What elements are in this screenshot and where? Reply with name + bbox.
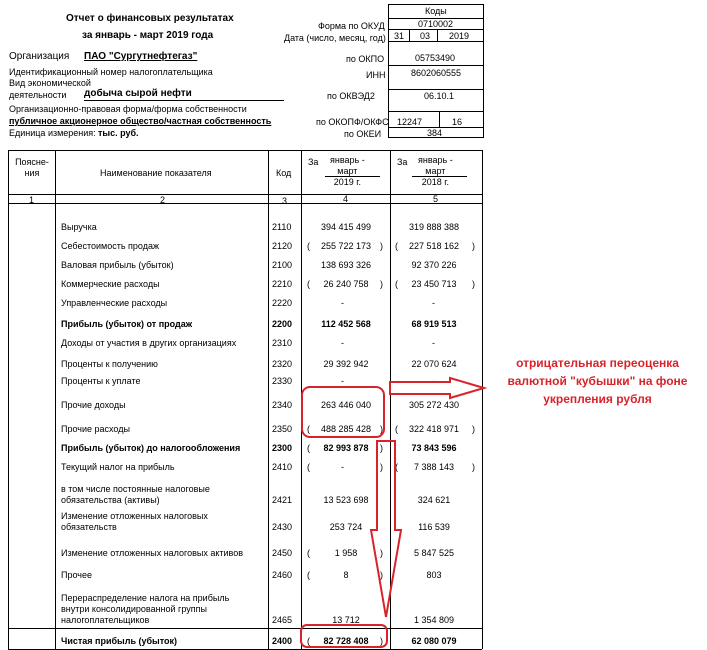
paren-close: ) <box>380 636 383 646</box>
paren-close: ) <box>380 548 383 558</box>
activity-label-2: деятельности <box>9 90 67 100</box>
row-value-previous: 5 847 525 <box>413 548 455 558</box>
row-code: 2120 <box>272 241 293 251</box>
paren-open: ( <box>395 424 398 434</box>
unit-value: тыс. руб. <box>98 128 139 138</box>
col-prev-period: январь - март 2018 г. <box>418 155 453 187</box>
paren-close: ) <box>380 443 383 453</box>
row-value-current: - <box>341 376 344 386</box>
row-name: Прочие расходы <box>61 424 130 434</box>
row-name: Прибыль (убыток) до налогообложения <box>61 443 241 453</box>
inn-label: ИНН <box>366 70 386 80</box>
right-arrow-icon <box>390 378 484 398</box>
col-code-header: Код <box>276 168 292 178</box>
row-name: Чистая прибыль (убыток) <box>61 636 178 646</box>
row-value-previous: 92 370 226 <box>411 260 457 270</box>
row-value-current: 138 693 326 <box>320 260 372 270</box>
date-label: Дата (число, месяц, год) <box>284 33 386 43</box>
row-value-current: 263 446 040 <box>320 400 372 410</box>
col-prev-za: За <box>397 157 408 167</box>
row-value-previous: 324 621 <box>417 495 451 505</box>
paren-open: ( <box>395 241 398 251</box>
row-code: 2100 <box>272 260 293 270</box>
row-value-current: 1 958 <box>334 548 358 558</box>
row-value-previous: 803 <box>426 570 442 580</box>
row-name: Управленческие расходы <box>61 298 168 308</box>
paren-open: ( <box>307 570 310 580</box>
row-code: 2210 <box>272 279 293 289</box>
col-cur-period: январь - март 2019 г. <box>330 155 365 187</box>
row-value-previous: 7 388 143 <box>413 462 455 472</box>
row-name: Проценты к уплате <box>61 376 141 386</box>
row-value-current: 8 <box>343 570 349 580</box>
okpo-value: 05753490 <box>415 53 456 63</box>
paren-close: ) <box>380 241 383 251</box>
codes-label: Коды <box>425 6 447 16</box>
col-num-4: 4 <box>343 194 349 204</box>
row-code: 2220 <box>272 298 293 308</box>
row-value-current: 26 240 758 <box>323 279 369 289</box>
row-code: 2330 <box>272 376 293 386</box>
row-code: 2310 <box>272 338 293 348</box>
down-arrow-icon <box>371 441 401 617</box>
row-value-previous: 319 888 388 <box>408 222 460 232</box>
col-cur-za: За <box>308 157 319 167</box>
row-name: Прочие доходы <box>61 400 126 410</box>
activity-value: добыча сырой нефти <box>84 88 192 99</box>
row-value-current: - <box>341 338 344 348</box>
paren-close: ) <box>472 241 475 251</box>
report-title: Отчет о финансовых результатах <box>66 13 234 24</box>
okved-value: 06.10.1 <box>424 91 455 101</box>
row-name: Выручка <box>61 222 97 232</box>
paren-close: ) <box>472 279 475 289</box>
row-value-current: 394 415 499 <box>320 222 372 232</box>
row-name: в том числе постоянные налоговые обязательства (активы) <box>61 484 210 505</box>
col-name-header: Наименование показателя <box>100 168 212 178</box>
paren-open: ( <box>395 279 398 289</box>
row-name: Доходы от участия в других организациях <box>61 338 237 348</box>
paren-close: ) <box>380 462 383 472</box>
row-value-previous: 1 354 809 <box>413 615 455 625</box>
row-value-previous: 23 450 713 <box>411 279 457 289</box>
org-label: Организация <box>9 51 70 62</box>
paren-open: ( <box>307 636 310 646</box>
okopf-label: по ОКОПФ/ОКФС <box>316 117 389 127</box>
row-value-current: 255 722 173 <box>320 241 372 251</box>
row-code: 2200 <box>272 319 293 329</box>
org-value: ПАО "Сургутнефтегаз" <box>84 51 198 62</box>
paren-open: ( <box>307 424 310 434</box>
row-name: Себестоимость продаж <box>61 241 159 251</box>
row-value-current: 82 728 408 <box>323 636 369 646</box>
paren-open: ( <box>307 241 310 251</box>
row-value-previous: 73 843 596 <box>411 443 457 453</box>
row-value-previous: 62 080 079 <box>411 636 457 646</box>
row-code: 2410 <box>272 462 293 472</box>
report-period: за январь - март 2019 года <box>82 30 214 41</box>
paren-open: ( <box>307 279 310 289</box>
row-value-previous: 322 418 971 <box>408 424 460 434</box>
row-code: 2320 <box>272 359 293 369</box>
row-value-current: 13 712 <box>332 615 360 625</box>
row-name: Коммерческие расходы <box>61 279 160 289</box>
col-num-3: 3 <box>282 196 288 206</box>
okud-value: 0710002 <box>418 19 454 29</box>
row-value-current: 253 724 <box>329 522 363 532</box>
row-name: Проценты к получению <box>61 359 158 369</box>
inn-value: 8602060555 <box>411 68 462 78</box>
row-code: 2400 <box>272 636 293 646</box>
okud-label: Форма по ОКУД <box>318 21 385 31</box>
okfs-value: 16 <box>452 117 463 127</box>
row-name: Изменение отложенных налоговых обязательств <box>61 511 208 532</box>
row-value-current: 13 523 698 <box>323 495 369 505</box>
paren-close: ) <box>380 424 383 434</box>
row-value-previous: - <box>432 298 435 308</box>
col-notes-header: Поясне- ния <box>15 157 49 178</box>
row-value-current: - <box>341 462 344 472</box>
row-value-previous: 305 272 430 <box>408 400 460 410</box>
col-num-1: 1 <box>29 195 35 205</box>
paren-close: ) <box>472 462 475 472</box>
legal-form-label: Организационно-правовая форма/форма собственности <box>9 104 247 114</box>
paren-open: ( <box>395 462 398 472</box>
row-value-previous: 22 070 624 <box>411 359 457 369</box>
row-value-previous: 116 539 <box>418 522 450 532</box>
row-value-current: 29 392 942 <box>323 359 369 369</box>
row-value-current: 82 993 878 <box>323 443 369 453</box>
row-code: 2300 <box>272 443 293 453</box>
inn-full-label: Идентификационный номер налогоплательщика <box>9 67 213 77</box>
okved-label: по ОКВЭД2 <box>327 91 375 101</box>
paren-close: ) <box>380 570 383 580</box>
row-code: 2430 <box>272 522 293 532</box>
activity-label-1: Вид экономической <box>9 78 91 88</box>
row-name: Валовая прибыль (убыток) <box>61 260 174 270</box>
row-name: Прочее <box>61 570 92 580</box>
col-num-2: 2 <box>160 195 166 205</box>
paren-close: ) <box>380 279 383 289</box>
date-year: 2019 <box>449 31 470 41</box>
other-income-highlight <box>302 387 384 437</box>
row-value-previous: - <box>432 338 435 348</box>
paren-open: ( <box>307 443 310 453</box>
okopf-value: 12247 <box>397 117 423 127</box>
row-code: 2460 <box>272 570 293 580</box>
row-code: 2340 <box>272 400 293 410</box>
row-code: 2350 <box>272 424 293 434</box>
row-code: 2450 <box>272 548 293 558</box>
okei-label: по ОКЕИ <box>344 129 382 139</box>
paren-close: ) <box>472 424 475 434</box>
paren-open: ( <box>307 548 310 558</box>
net-profit-highlight <box>301 625 387 647</box>
row-name: Перераспределение налога на прибыль внутри консолидированной группы налогоплательщиков <box>61 593 230 625</box>
unit-label: Единица измерения: <box>9 128 96 138</box>
row-name: Текущий налог на прибыль <box>61 462 175 472</box>
row-value-current: 112 452 568 <box>321 319 371 329</box>
row-value-current: - <box>341 298 344 308</box>
paren-open: ( <box>307 462 310 472</box>
col-num-5: 5 <box>433 194 439 204</box>
date-day: 31 <box>394 31 405 41</box>
row-name: Прибыль (убыток) от продаж <box>61 319 193 329</box>
row-value-previous: - <box>432 376 435 386</box>
row-value-current: 488 285 428 <box>320 424 372 434</box>
date-month: 03 <box>420 31 431 41</box>
okpo-label: по ОКПО <box>346 54 385 64</box>
annotation-text: отрицательная переоценка валютной "кубышки" на фоне укрепления рубля <box>507 356 688 406</box>
row-value-previous: 68 919 513 <box>411 319 457 329</box>
row-code: 2110 <box>272 222 292 232</box>
row-value-previous: 227 518 162 <box>408 241 460 251</box>
row-code: 2421 <box>272 495 293 505</box>
row-name: Изменение отложенных налоговых активов <box>61 548 244 558</box>
legal-form-value: публичное акционерное общество/частная собственность <box>9 116 272 126</box>
okei-value: 384 <box>427 128 443 138</box>
row-code: 2465 <box>272 615 293 625</box>
